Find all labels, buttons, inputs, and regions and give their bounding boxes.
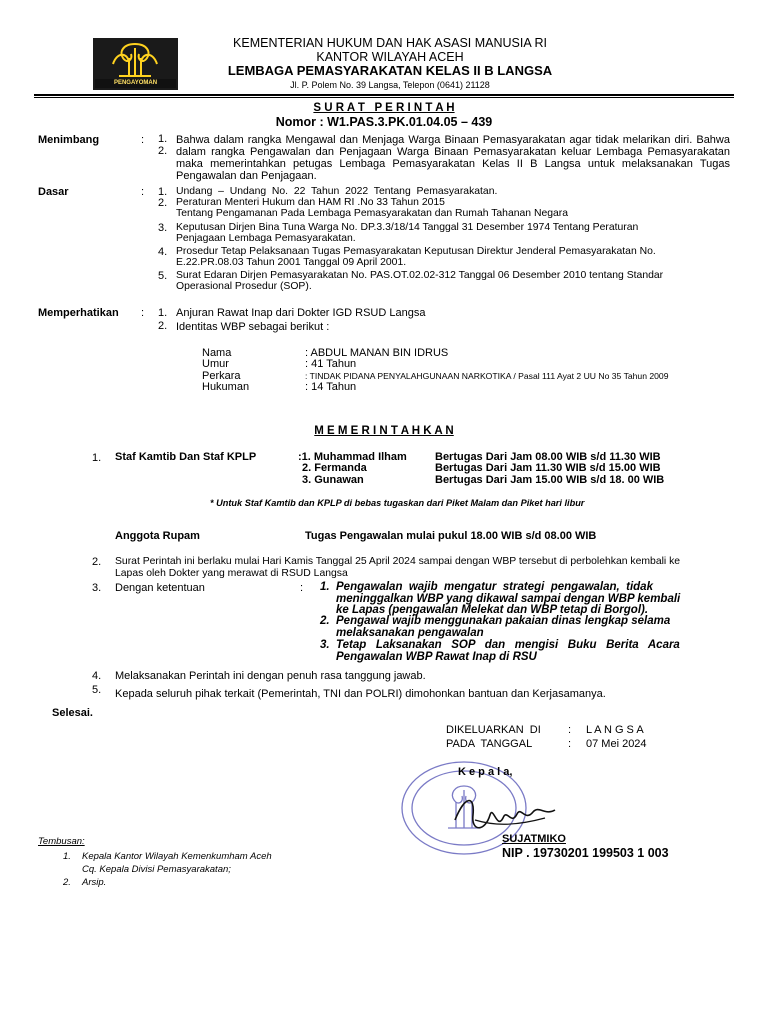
order-num-1: 1. bbox=[92, 452, 102, 464]
menimbang-label: Menimbang bbox=[38, 134, 100, 146]
ketentuan-num-2: 2. bbox=[320, 615, 330, 627]
dasar-item-3-line-2: Penjagaan Lembaga Pemasyarakatan. bbox=[176, 233, 356, 244]
tembusan-label: Tembusan: bbox=[38, 836, 85, 847]
identity-key-hukuman: Hukuman bbox=[202, 381, 250, 393]
order-2-line-2: Lapas oleh Dokter yang merawat di RSUD Langsa bbox=[115, 568, 348, 579]
issued-place-colon: : bbox=[568, 724, 572, 736]
dasar-item-2-line-1: Peraturan Menteri Hukum dan HAM RI .No 33 Tahun 2015 bbox=[176, 197, 445, 208]
identity-value-umur: : 41 Tahun bbox=[305, 358, 357, 370]
issued-place-label: DIKELUARKAN DI bbox=[446, 724, 541, 736]
logo-label: PENGAYOMAN bbox=[95, 79, 176, 88]
menimbang-text: Bahwa dalam rangka Mengawal dan Menjaga Warga Binaan Pemasyarakatan agar tidak melarikan diri. Bahwa dalam rangka Pengawalan dan Penjagaan Warga Binaan Pemasyarakatan keluar Lembaga Pemasyarakatan maka memerintahkan petugas Lembaga Pemasyarakatan Kelas II B Langsa untuk melaksanakan Tugas Pengawalan dan Penjagaan. bbox=[176, 134, 730, 182]
dasar-num-4: 4. bbox=[158, 246, 168, 258]
ketentuan-num-1: 1. bbox=[320, 581, 330, 593]
identity-key-umur: Umur bbox=[202, 358, 229, 370]
staff-3-duty: Bertugas Dari Jam 15.00 WIB s/d 18. 00 WIB bbox=[435, 474, 665, 486]
ketentuan-3-line-1: Tetap Laksanakan SOP dan mengisi Buku Berita Acara bbox=[336, 639, 680, 651]
dasar-label: Dasar bbox=[38, 186, 69, 198]
ministry-logo bbox=[93, 38, 178, 90]
tembusan-item-2: Arsip. bbox=[82, 877, 107, 888]
letter-number: Nomor : W1.PAS.3.PK.01.04.05 – 439 bbox=[275, 115, 493, 129]
dasar-num-1: 1. bbox=[158, 186, 168, 198]
staff-1-duty: Bertugas Dari Jam 08.00 WIB s/d 11.30 WIB bbox=[435, 451, 661, 463]
issued-date-colon: : bbox=[568, 738, 572, 750]
tembusan-num-2: 2. bbox=[63, 877, 71, 888]
menimbang-num-2: 2. bbox=[158, 145, 168, 157]
header-divider-thin bbox=[34, 97, 734, 98]
memperhatikan-item-2: Identitas WBP sebagai berikut : bbox=[176, 321, 330, 333]
ketentuan-3-line-2: Pengawalan WBP Rawat Inap di RSU bbox=[336, 650, 537, 663]
dasar-item-3-line-1: Keputusan Dirjen Bina Tuna Warga No. DP.3.3/18/14 Tanggal 31 Desember 1974 Tentang Peraturan bbox=[176, 222, 639, 233]
memperhatikan-num-1: 1. bbox=[158, 307, 168, 319]
identity-value-hukuman: : 14 Tahun bbox=[305, 381, 357, 393]
staff-1-name: :1. Muhammad Ilham bbox=[298, 451, 407, 463]
dasar-colon: : bbox=[141, 186, 145, 198]
closing-selesai: Selesai. bbox=[52, 707, 93, 719]
order-num-2: 2. bbox=[92, 556, 102, 568]
memperhatikan-num-2: 2. bbox=[158, 320, 168, 332]
issued-place-value: L A N G S A bbox=[586, 724, 644, 736]
header-address: Jl. P. Polem No. 39 Langsa, Telepon (0641) 21128 bbox=[290, 80, 490, 90]
identity-key-perkara: Perkara bbox=[202, 370, 241, 382]
dasar-item-2-line-2: Tentang Pengamanan Pada Lembaga Pemasyarakatan dan Rumah Tahanan Negara bbox=[176, 208, 569, 219]
identity-value-perkara: : TINDAK PIDANA PENYALAHGUNAAN NARKOTIKA / Pasal 111 Ayat 2 UU No 35 Tahun 2009 bbox=[305, 371, 669, 381]
header-institution: LEMBAGA PEMASYARAKATAN KELAS II B LANGSA bbox=[227, 63, 553, 78]
identity-value-nama: : ABDUL MANAN BIN IDRUS bbox=[305, 347, 449, 359]
memperhatikan-label: Memperhatikan bbox=[38, 307, 119, 319]
dasar-item-4-line-1: Prosedur Tetap Pelaksanaan Tugas Pemasyarakatan Keputusan Direktur Jenderal Pemasyarakatan No. bbox=[176, 246, 656, 257]
signatory-position: K e p a l a, bbox=[458, 766, 513, 778]
order-2-line-1: Surat Perintah ini berlaku mulai Hari Kamis Tanggal 25 April 2024 sampai dengan WBP tersebut di perbolehkan kembali ke bbox=[115, 556, 681, 567]
order-4-text: Melaksanakan Perintah ini dengan penuh rasa tanggung jawab. bbox=[115, 670, 426, 682]
ketentuan-1-line-3: ke Lapas (pengawalan Melekat dan WBP tetap di Borgol). bbox=[336, 604, 649, 616]
order-5-text: Kepada seluruh pihak terkait (Pemerintah, TNI dan POLRI) dimohonkan bantuan dan Kerjasamanya. bbox=[115, 688, 606, 700]
ketentuan-num-3: 3. bbox=[320, 639, 330, 651]
identity-key-nama: Nama bbox=[202, 347, 232, 359]
rupam-label: Anggota Rupam bbox=[115, 530, 200, 542]
tembusan-item-1: Kepala Kantor Wilayah Kemenkumham Aceh bbox=[82, 851, 272, 862]
dasar-item-4-line-2: E.22.PR.08.03 Tahun 2001 Tanggal 09 April 2001. bbox=[176, 257, 407, 268]
header-divider-thick bbox=[34, 94, 734, 96]
staff-2-name: 2. Fermanda bbox=[302, 462, 367, 474]
memperhatikan-item-1: Anjuran Rawat Inap dari Dokter IGD RSUD Langsa bbox=[176, 307, 426, 319]
ketentuan-1-line-2: meninggalkan WBP yang dikawal sampai dengan WBP kembali bbox=[336, 592, 681, 605]
pengayoman-emblem-icon bbox=[93, 38, 178, 81]
header-regional-office: KANTOR WILAYAH ACEH bbox=[316, 50, 464, 64]
dasar-num-2: 2. bbox=[158, 197, 168, 209]
memerintahkan-heading: M E M E R I N T A H K A N bbox=[314, 425, 454, 437]
tembusan-num-1: 1. bbox=[63, 851, 71, 862]
order-1-label: Staf Kamtib Dan Staf KPLP bbox=[115, 451, 257, 463]
issued-date-value: 07 Mei 2024 bbox=[586, 738, 647, 750]
order-num-3: 3. bbox=[92, 582, 102, 594]
dasar-item-1-line-1: Undang – Undang No. 22 Tahun 2022 Tentang Pemasyarakatan. bbox=[176, 186, 498, 197]
letter-title: S U R A T P E R I N T A H bbox=[313, 102, 455, 114]
ketentuan-1-line-1: Pengawalan wajib mengatur strategi pengawalan, tidak bbox=[336, 581, 653, 593]
order-3-colon: : bbox=[300, 582, 304, 594]
issued-date-label: PADA TANGGAL bbox=[446, 738, 533, 750]
header-ministry: KEMENTERIAN HUKUM DAN HAK ASASI MANUSIA RI bbox=[233, 36, 547, 50]
signatory-name: SUJATMIKO bbox=[502, 833, 566, 845]
menimbang-colon: : bbox=[141, 134, 145, 146]
tembusan-item-1b: Cq. Kepala Divisi Pemasyarakatan; bbox=[82, 864, 231, 875]
dasar-item-5-line-2: Operasional Prosedur (SOP). bbox=[176, 281, 312, 292]
staff-3-name: 3. Gunawan bbox=[302, 474, 364, 486]
staff-note: * Untuk Staf Kamtib dan KPLP di bebas tugaskan dari Piket Malam dan Piket hari libur bbox=[210, 498, 585, 508]
order-num-4: 4. bbox=[92, 670, 102, 682]
ketentuan-2-line-1: Pengawal wajib menggunakan pakaian dinas lengkap selama bbox=[336, 615, 671, 627]
order-3-label: Dengan ketentuan bbox=[115, 582, 205, 594]
order-num-5: 5. bbox=[92, 684, 102, 696]
dasar-num-3: 3. bbox=[158, 222, 168, 234]
signatory-nip: NIP . 19730201 199503 1 003 bbox=[502, 846, 669, 860]
ketentuan-2-line-2: melaksanakan pengawalan bbox=[336, 626, 484, 639]
staff-2-duty: Bertugas Dari Jam 11.30 WIB s/d 15.00 WIB bbox=[435, 462, 661, 474]
dasar-num-5: 5. bbox=[158, 270, 168, 282]
dasar-item-5-line-1: Surat Edaran Dirjen Pemasyarakatan No. PAS.OT.02.02-312 Tanggal 06 Desember 2010 tentang Standar bbox=[176, 270, 664, 281]
rupam-duty: Tugas Pengawalan mulai pukul 18.00 WIB s/d 08.00 WIB bbox=[305, 530, 597, 542]
memperhatikan-colon: : bbox=[141, 307, 145, 319]
menimbang-num-1: 1. bbox=[158, 133, 168, 145]
